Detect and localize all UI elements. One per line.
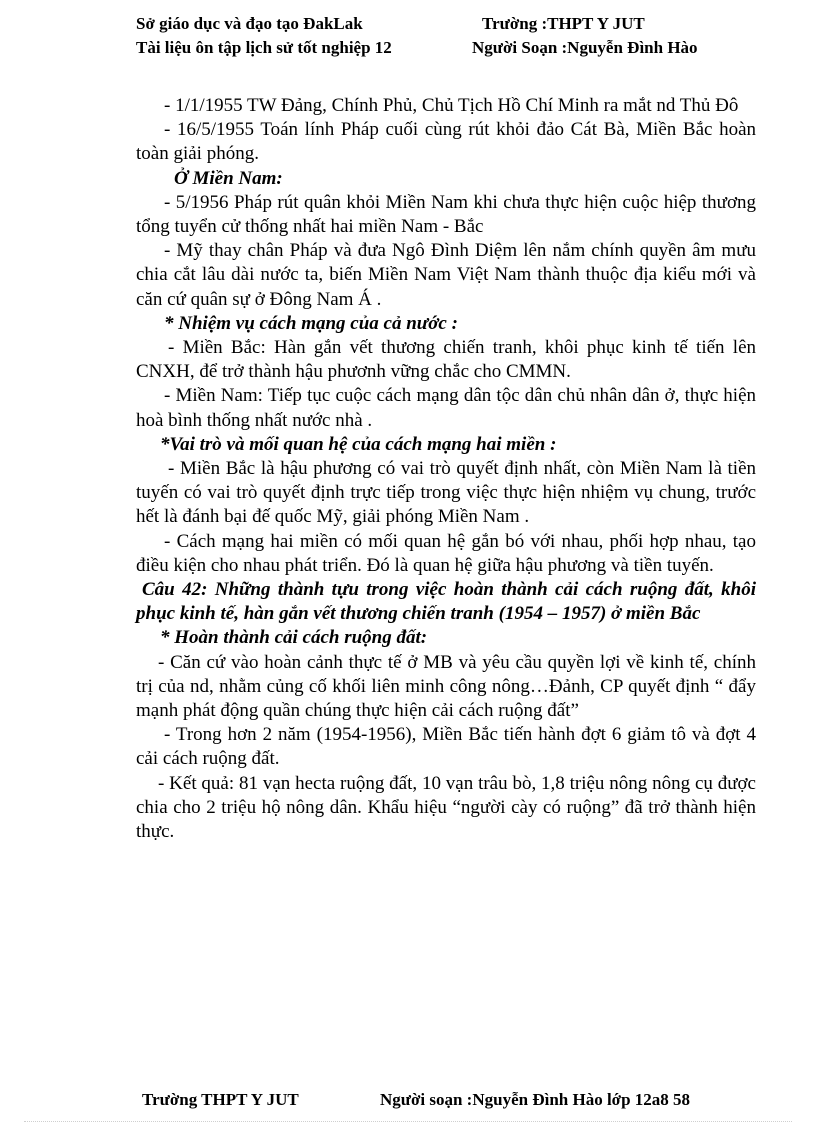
document-body [136,94,756,844]
header-school: Trường :THPT Y JUT [482,14,645,33]
paragraph: - 1/1/1955 TW Đảng, Chính Phủ, Chủ Tịch Hồ Chí Minh ra mắt nd Thủ Đô [164,95,739,116]
paragraph: - 16/5/1955 Toán lính Pháp cuối cùng rút khỏi đảo Cát Bà, Miền Bắc hoàn toàn giải phóng. [136,119,756,165]
section-heading-south: Ở Miền Nam: [174,167,283,189]
header-line-1 [136,12,776,36]
paragraph: - Miền Bắc: Hàn gắn vết thương chiến tranh, khôi phục kinh tế tiến lên CNXH, để trở thành hậu phươnh vững chắc cho CMMN. [136,337,756,383]
page-footer [142,1090,782,1114]
paragraph: - Căn cứ vào hoàn cảnh thực tế ở MB và yêu cầu quyền lợi về kinh tế, chính trị của nd, nhằm củng cố khối liên minh công nông…Đảnh, CP quyết định “ đẩy mạnh phát động quần chúng thực hiện cải cách ruộng đất” [136,651,756,722]
paragraph: - Miền Bắc là hậu phương có vai trò quyết định nhất, còn Miền Nam là tiền tuyến có vai trò quyết định trực tiếp trong việc thực hiện nhiệm vụ chung, trước hết là đánh bại đế quốc Mỹ, giải phóng Miền Nam . [136,458,756,528]
question-heading: Câu 42: Những thành tựu trong việc hoàn thành cải cách ruộng đất, khôi phục kinh tế, hàn gắn vết thương chiến tranh (1954 – 1957) ở miền Bắc [136,579,756,625]
header-document-title: Tài liệu ôn tập lịch sử tốt nghiệp 12 [136,38,392,57]
paragraph: - Trong hơn 2 năm (1954-1956), Miền Bắc tiến hành đợt 6 giảm tô và đợt 4 cải cách ruộng đất. [136,724,756,770]
page-header [136,12,776,60]
footer-divider [24,1121,792,1122]
paragraph: - Kết quả: 81 vạn hecta ruộng đất, 10 vạn trâu bò, 1,8 triệu nông nông cụ được chia cho 2 triệu hộ nông dân. Khẩu hiệu “người cày có ruộng” đã trở thành hiện thực. [136,772,756,843]
header-department: Sở giáo dục và đạo tạo ĐakLak [136,14,363,33]
paragraph: - 5/1956 Pháp rút quân khỏi Miền Nam khi chưa thực hiện cuộc hiệp thương tổng tuyển cử thống nhất hai miền Nam - Bắc [136,191,756,238]
section-heading-roles: *Vai trò và mối quan hệ của cách mạng hai miền : [160,433,557,455]
paragraph: - Miền Nam: Tiếp tục cuộc cách mạng dân tộc dân chủ nhân dân ở, thực hiện hoà bình thống nhất nước nhà . [136,385,756,431]
header-author: Người Soạn :Nguyễn Đình Hào [472,38,698,57]
footer-author-page: Người soạn :Nguyễn Đình Hào lớp 12a8 58 [380,1090,691,1109]
paragraph: - Mỹ thay chân Pháp và đưa Ngô Đình Diệm lên nắm chính quyền âm mưu chia cắt lâu dài nước ta, biến Miền Nam Việt Nam thành thuộc địa kiểu mới và căn cứ quân sự ở Đông Nam Á . [136,240,756,310]
section-heading-tasks: * Nhiệm vụ cách mạng của cả nước : [164,312,458,334]
section-heading-land-reform: * Hoàn thành cải cách ruộng đất: [160,627,428,649]
paragraph: - Cách mạng hai miền có mối quan hệ gắn bó với nhau, phối hợp nhau, tạo điều kiện cho nhau phát triển. Đó là quan hệ giữa hậu phương và tiền tuyến. [136,530,756,576]
footer-school: Trường THPT Y JUT [142,1090,299,1109]
header-line-2 [136,36,776,60]
